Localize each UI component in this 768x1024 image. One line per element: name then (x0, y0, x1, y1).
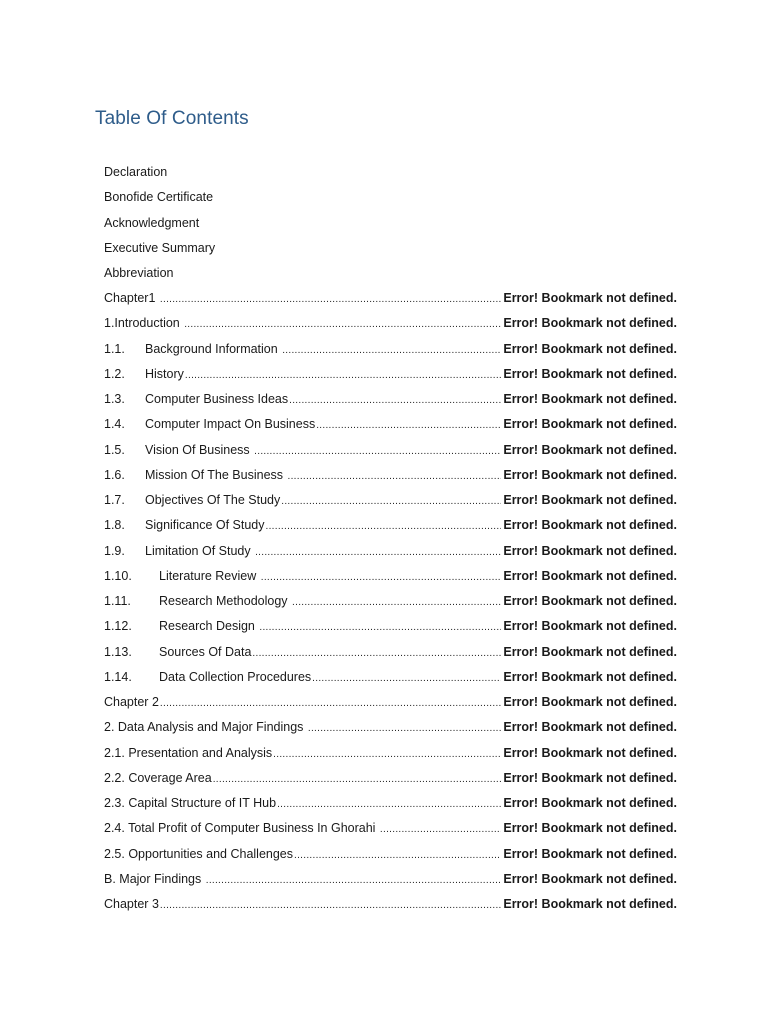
toc-entry-title: Vision Of Business (145, 442, 254, 457)
dot-leader (380, 817, 501, 841)
toc-entry[interactable] (104, 614, 677, 639)
dot-leader (160, 287, 501, 311)
toc-entry-page-ref: Error! Bookmark not defined. (503, 745, 677, 760)
toc-entry-number: 1.13. (104, 644, 132, 659)
toc-plain-item[interactable]: Declaration (104, 165, 168, 179)
dot-leader (213, 767, 502, 791)
toc-entry-page-ref: Error! Bookmark not defined. (503, 796, 677, 810)
toc-entry-page-ref: Error! Bookmark not defined. (503, 770, 677, 785)
dot-leader (312, 666, 501, 690)
toc-entry[interactable] (104, 842, 677, 867)
toc-entry[interactable] (104, 463, 677, 488)
toc-entry-page-ref: Error! Bookmark not defined. (503, 518, 677, 533)
toc-entry[interactable] (104, 539, 677, 564)
toc-entry-page-ref: Error! Bookmark not defined. (503, 644, 677, 659)
toc-entry-title: Research Design (159, 619, 259, 634)
toc-entry-number: 1.14. (104, 669, 132, 684)
dot-leader (308, 716, 501, 740)
toc-entry[interactable] (104, 892, 677, 917)
toc-entry-number: 1.3. (104, 392, 125, 406)
toc-entry-page-ref: Error! Bookmark not defined. (503, 897, 677, 911)
toc-entry-number: 1.5. (104, 442, 125, 457)
toc-entry-number: 1.8. (104, 518, 125, 533)
toc-entry-number: 1.2. (104, 366, 125, 381)
toc-entry-page-ref: Error! Bookmark not defined. (503, 846, 677, 861)
toc-entry-title: Research Methodology (159, 594, 292, 608)
toc-entry-title: Chapter1 (104, 291, 159, 305)
dot-leader (282, 338, 501, 362)
toc-entry-page-ref: Error! Bookmark not defined. (503, 821, 677, 836)
toc-entry-title: 2.2. Coverage Area (104, 770, 212, 785)
toc-entry-number: 1.1. (104, 341, 125, 356)
dot-leader (266, 514, 502, 538)
toc-entry-title: 2.3. Capital Structure of IT Hub (104, 796, 277, 810)
dot-leader (255, 540, 501, 564)
toc-entry-page-ref: Error! Bookmark not defined. (503, 291, 677, 305)
dot-leader (294, 843, 501, 867)
dot-leader (289, 388, 501, 412)
toc-entry-title: Significance Of Study (145, 518, 265, 533)
toc-entry[interactable] (104, 311, 677, 336)
toc-plain-item[interactable]: Acknowledgment (104, 215, 200, 230)
toc-entry-page-ref: Error! Bookmark not defined. (503, 543, 677, 558)
toc-entry-page-ref: Error! Bookmark not defined. (503, 417, 677, 432)
toc-entry-title: 2. Data Analysis and Major Findings (104, 720, 307, 735)
toc-entry[interactable] (104, 564, 677, 589)
toc-entry-number: 1.12. (104, 619, 132, 634)
toc-entry[interactable] (104, 791, 677, 816)
toc-plain-item[interactable]: Executive Summary (104, 240, 216, 255)
toc-entry-page-ref: Error! Bookmark not defined. (503, 316, 677, 331)
toc-entry-page-ref: Error! Bookmark not defined. (503, 442, 677, 457)
dot-leader (273, 742, 501, 766)
toc-entry-title: Computer Business Ideas (145, 392, 289, 406)
toc-entry-list (104, 286, 677, 917)
toc-entry-title: Objectives Of The Study (145, 493, 281, 507)
dot-leader (277, 792, 501, 816)
toc-entry-page-ref: Error! Bookmark not defined. (503, 669, 677, 684)
dot-leader (252, 641, 501, 665)
dot-leader (281, 489, 501, 513)
toc-entry[interactable] (104, 640, 677, 665)
toc-entry-page-ref: Error! Bookmark not defined. (503, 619, 677, 634)
toc-entry-title: Mission Of The Business (145, 467, 287, 482)
toc-entry[interactable] (104, 816, 677, 841)
toc-entry-title: Sources Of Data (159, 644, 252, 659)
toc-entry-title: 1.Introduction (104, 316, 184, 331)
toc-entry-title: Chapter 3 (104, 897, 159, 911)
toc-entry-number: 1.7. (104, 493, 125, 507)
toc-heading: Table Of Contents (95, 108, 249, 129)
toc-entry-page-ref: Error! Bookmark not defined. (503, 871, 677, 886)
toc-entry[interactable] (104, 286, 677, 311)
toc-entry[interactable] (104, 412, 677, 437)
toc-entry-number: 1.9. (104, 543, 125, 558)
toc-entry[interactable] (104, 362, 677, 387)
dot-leader (160, 691, 501, 715)
toc-entry-title: 2.5. Opportunities and Challenges (104, 846, 294, 861)
toc-entry-number: 1.10. (104, 568, 132, 583)
toc-entry-number: 1.11. (104, 594, 131, 608)
toc-entry-page-ref: Error! Bookmark not defined. (503, 366, 677, 381)
toc-entry-page-ref: Error! Bookmark not defined. (503, 568, 677, 583)
toc-entry-title: Chapter 2 (104, 695, 159, 709)
dot-leader (160, 893, 501, 917)
toc-entry-number: 1.6. (104, 467, 125, 482)
dot-leader (261, 565, 502, 589)
toc-plain-item[interactable]: Bonofide Certificate (104, 190, 214, 205)
toc-entry-title: Background Information (145, 341, 282, 356)
toc-entry-page-ref: Error! Bookmark not defined. (503, 720, 677, 735)
toc-entry-number: 1.4. (104, 417, 125, 432)
toc-entry[interactable] (104, 741, 677, 766)
toc-entry-title: Literature Review (159, 568, 260, 583)
dot-leader (254, 439, 501, 463)
toc-entry-title: Computer Impact On Business (145, 417, 316, 432)
toc-entry-title: Data Collection Procedures (159, 669, 312, 684)
toc-entry[interactable] (104, 337, 677, 362)
dot-leader (184, 312, 501, 336)
toc-entry[interactable] (104, 867, 677, 892)
toc-entry[interactable] (104, 665, 677, 690)
toc-entry[interactable] (104, 766, 677, 791)
toc-entry-page-ref: Error! Bookmark not defined. (503, 341, 677, 356)
toc-plain-list (104, 160, 684, 286)
toc-entry-page-ref: Error! Bookmark not defined. (503, 493, 677, 507)
dot-leader (292, 590, 501, 614)
toc-entry-page-ref: Error! Bookmark not defined. (503, 467, 677, 482)
toc-entry[interactable] (104, 488, 677, 513)
toc-entry[interactable] (104, 690, 677, 715)
dot-leader (206, 868, 502, 892)
toc-entry-page-ref: Error! Bookmark not defined. (503, 695, 677, 709)
toc-entry[interactable] (104, 438, 677, 463)
toc-entry-title: 2.4. Total Profit of Computer Business In Ghorahi (104, 821, 379, 836)
toc-entry-title: B. Major Findings (104, 871, 205, 886)
toc-entry-page-ref: Error! Bookmark not defined. (503, 392, 677, 406)
dot-leader (259, 615, 501, 639)
toc-entry[interactable] (104, 715, 677, 740)
toc-entry[interactable] (104, 387, 677, 412)
toc-entry[interactable] (104, 589, 677, 614)
dot-leader (316, 413, 501, 437)
dot-leader (185, 363, 501, 387)
dot-leader (288, 464, 502, 488)
toc-entry-title: 2.1. Presentation and Analysis (104, 745, 273, 760)
toc-entry-title: Limitation Of Study (145, 543, 255, 558)
toc-entry-title: History (145, 366, 184, 381)
toc-entry-page-ref: Error! Bookmark not defined. (503, 594, 677, 608)
toc-plain-item[interactable]: Abbreviation (104, 266, 174, 281)
toc-entry[interactable] (104, 513, 677, 538)
